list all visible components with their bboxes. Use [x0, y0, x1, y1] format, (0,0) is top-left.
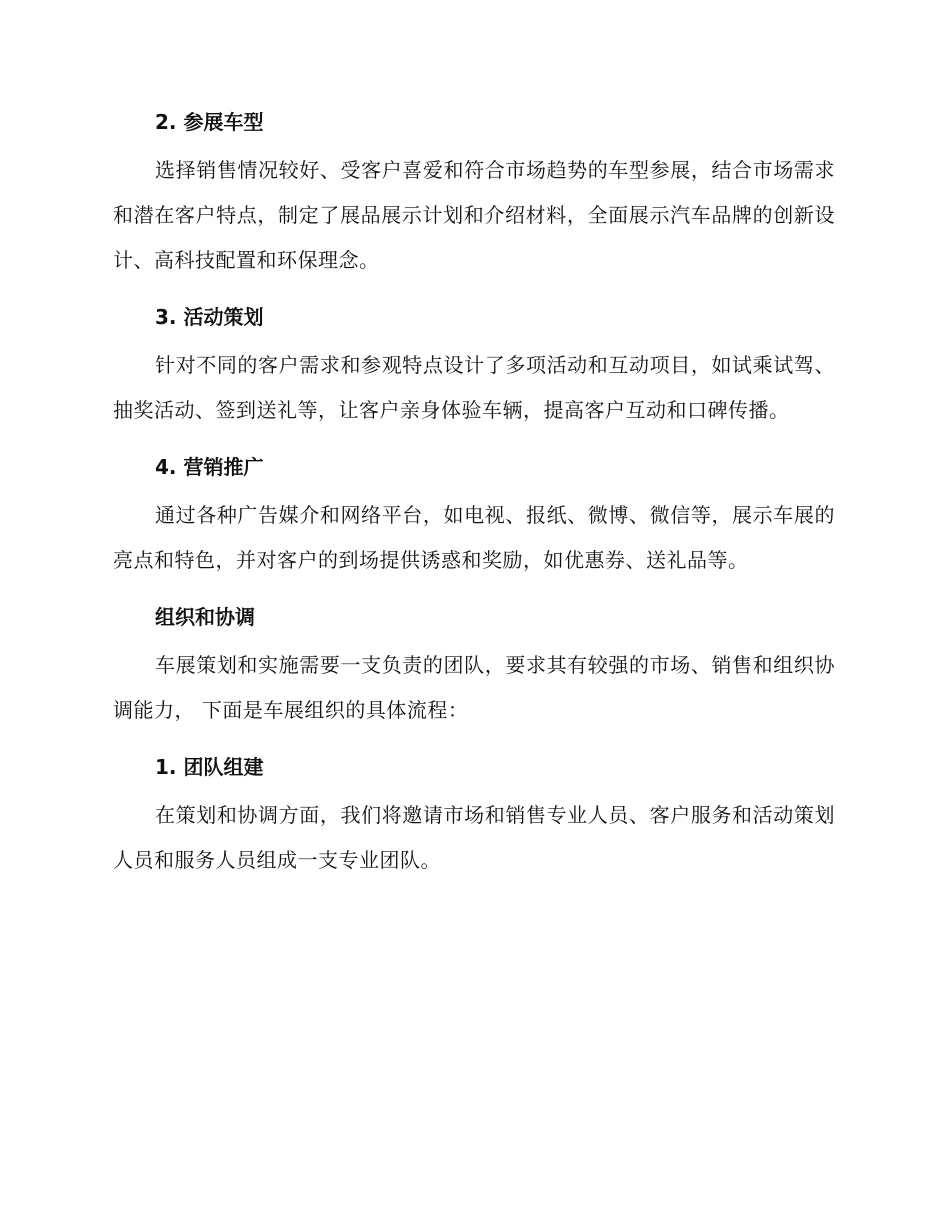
section-heading: 3. 活动策划 [155, 305, 264, 329]
section-heading: 2. 参展车型 [155, 110, 264, 134]
section-paragraph: 通过各种广告媒介和网络平台，如电视、报纸、微博、微信等，展示车展的亮点和特色，并对客户的到场提供诱惑和奖励，如优惠券、送礼品等。 [113, 503, 835, 572]
section-paragraph: 选择销售情况较好、受客户喜爱和符合市场趋势的车型参展，结合市场需求和潜在客户特点，制定了展品展示计划和介绍材料，全面展示汽车品牌的创新设计、高科技配置和环保理念。 [113, 158, 835, 272]
section-paragraph: 针对不同的客户需求和参观特点设计了多项活动和互动项目，如试乘试驾、抽奖活动、签到送礼等，让客户亲身体验车辆，提高客户互动和口碑传播。 [113, 353, 835, 422]
section-heading: 4. 营销推广 [155, 455, 264, 479]
document-page [113, 106, 835, 883]
section-heading: 组织和协调 [155, 605, 255, 629]
section-paragraph: 在策划和协调方面，我们将邀请市场和销售专业人员、客户服务和活动策划人员和服务人员组成一支专业团队。 [113, 803, 835, 872]
section-heading: 1. 团队组建 [155, 755, 264, 779]
section-paragraph: 车展策划和实施需要一支负责的团队，要求其有较强的市场、销售和组织协调能力， 下面是车展组织的具体流程： [113, 653, 835, 722]
